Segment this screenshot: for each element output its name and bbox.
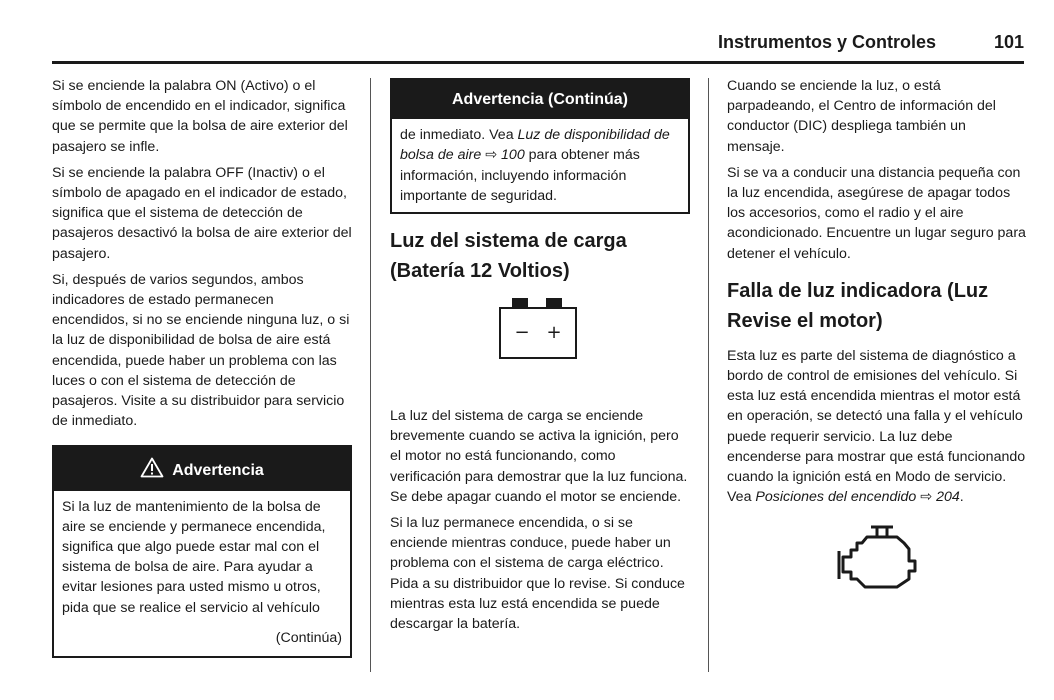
warning-continued-body bbox=[392, 119, 688, 212]
warning-box bbox=[52, 445, 352, 658]
page-reference[interactable]: 204 bbox=[936, 489, 960, 506]
ref-arrow-icon: ⇨ bbox=[920, 489, 933, 506]
warning-continued-box bbox=[390, 78, 690, 214]
paragraph: Si la luz permanece encendida, o si se enciende mientras conduce, puede haber un problema con el sistema de carga eléctrico. Pida a su distribuidor que lo revise. Si conduce mientras esta luz está encendida se puede descargar la batería. bbox=[390, 515, 685, 633]
paragraph: Si se enciende la palabra OFF (Inactiv) o el símbolo de apagado en el indicador de estado, significa que el sistema de detección de pasajeros desactivó la bolsa de aire exterior del pasajero. bbox=[52, 164, 352, 262]
column-divider bbox=[708, 78, 709, 672]
warning-title: Advertencia bbox=[172, 462, 264, 480]
page-number: 101 bbox=[993, 32, 1024, 52]
ref-arrow-icon: ⇨ bbox=[485, 147, 498, 164]
warning-triangle-icon bbox=[140, 457, 164, 478]
cross-reference-link[interactable]: Luz de disponibilidad de bolsa de aire bbox=[400, 127, 670, 164]
battery-plus-sign: + bbox=[546, 322, 562, 344]
warning-continued-header: Advertencia (Continúa) bbox=[392, 80, 688, 119]
paragraph: La luz del sistema de carga se enciende brevemente cuando se activa la ignición, pero el motor no está funcionando, como verificación para demostrar que la luz funciona. Se debe apagar cuando el motor se enciende. bbox=[390, 408, 688, 505]
paragraph: Si se va a conducir una distancia pequeña con la luz encendida, asegúrese de apagar todos los accesorios, como el radio y el aire acondicionado. Encuentre un lugar seguro para detener el vehículo. bbox=[727, 164, 1026, 262]
paragraph: Si, después de varios segundos, ambos indicadores de estado permanecen encendidos, si no se enciende ninguna luz, o si la luz de disponibilidad de bolsa de aire está encendida, puede haber un problema con las luces o con el sistema de detección de pasajeros. Visite a su distribuidor para servicio de inmediato. bbox=[52, 271, 350, 430]
page-header bbox=[52, 30, 1024, 58]
page-reference[interactable]: 100 bbox=[501, 147, 525, 164]
warning-text: para obtener más información, incluyendo información importante de seguridad. bbox=[400, 147, 640, 204]
battery-minus-sign: − bbox=[514, 322, 530, 344]
section-title: Instrumentos y Controles bbox=[717, 32, 936, 52]
paragraph: Cuando se enciende la luz, o está parpadeando, el Centro de información del conductor (DIC) despliega también un mensaje. bbox=[727, 78, 996, 155]
cross-reference-link[interactable]: Posiciones del encendido bbox=[755, 489, 917, 506]
column-divider bbox=[370, 78, 371, 672]
warning-header bbox=[54, 447, 350, 490]
warning-text: de inmediato. Vea bbox=[400, 127, 518, 144]
paragraph: Si se enciende la palabra ON (Activo) o el símbolo de encendido en el indicador, significa que se permite que la bolsa de aire exterior del pasajero se infle. bbox=[52, 78, 348, 155]
continued-label: (Continúa) bbox=[275, 629, 342, 646]
section-heading: Luz del sistema de carga (Batería 12 Voltios) bbox=[390, 230, 627, 283]
column-1 bbox=[52, 76, 352, 658]
battery-icon bbox=[390, 296, 690, 406]
column-2 bbox=[390, 78, 690, 640]
warning-body bbox=[54, 491, 350, 656]
warning-text: Si la luz de mantenimiento de la bolsa de aire se enciende y permanece encendida, significa que algo puede estar mal con el sistema de bolsa de aire. Para ayudar a evitar lesiones para usted mismo u otros, pida que se realice el servicio al vehículo bbox=[62, 498, 326, 616]
check-engine-icon bbox=[727, 513, 1027, 603]
column-3 bbox=[727, 76, 1027, 603]
header-rule bbox=[52, 61, 1024, 64]
paragraph: Esta luz es parte del sistema de diagnóstico a bordo de control de emisiones del vehículo. Si esta luz está encendida mientras el motor está en operación, se detectó una falla y el vehículo puede requerir servicio. La luz debe encenderse para mostrar que está funcionando cuando la ignición está en Modo de servicio. bbox=[727, 347, 1026, 486]
ref-prefix: Vea bbox=[727, 489, 756, 506]
ref-suffix: . bbox=[959, 489, 964, 506]
section-heading: Falla de luz indicadora (Luz Revise el motor) bbox=[727, 279, 989, 332]
